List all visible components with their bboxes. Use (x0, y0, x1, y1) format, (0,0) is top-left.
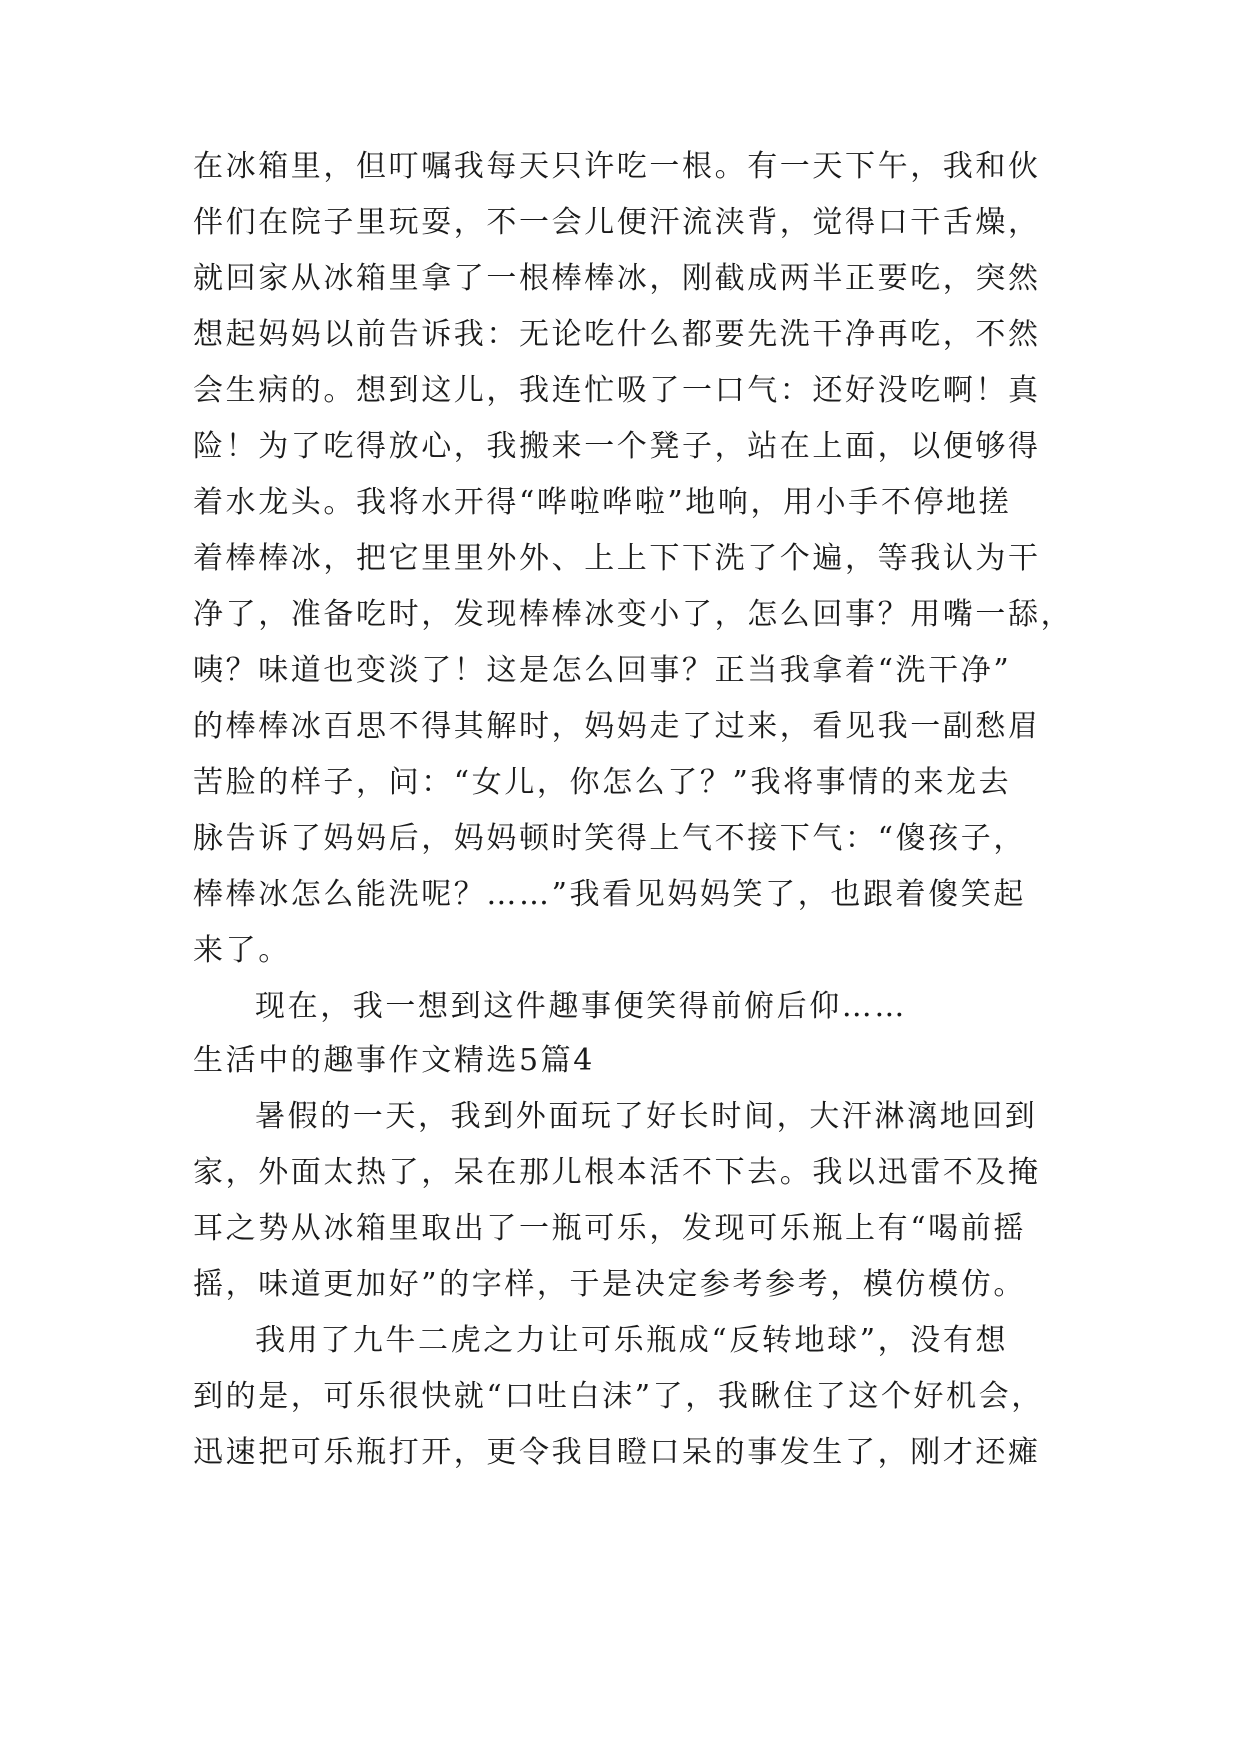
paragraph-line: 净了，准备吃时，发现棒棒冰变小了，怎么回事？用嘴一舔， (193, 597, 1074, 632)
paragraph-line: 到的是，可乐很快就“口吐白沫”了，我瞅住了这个好机会， (193, 1379, 1044, 1414)
paragraph-line: 棒棒冰怎么能洗呢？……”我看见妈妈笑了，也跟着傻笑起 (193, 877, 1026, 912)
paragraph-line: 想起妈妈以前告诉我：无论吃什么都要先洗干净再吃，不然 (193, 317, 1041, 352)
paragraph-line: 着水龙头。我将水开得“哗啦哗啦”地响，用小手不停地搓 (193, 485, 1012, 520)
paragraph-line: 伴们在院子里玩耍，不一会儿便汗流浃背，觉得口干舌燥， (193, 205, 1041, 240)
paragraph-line: 我用了九牛二虎之力让可乐瓶成“反转地球”，没有想 (255, 1323, 1009, 1358)
paragraph-line: 着棒棒冰，把它里里外外、上上下下洗了个遍，等我认为干 (193, 541, 1041, 576)
paragraph-line: 现在，我一想到这件趣事便笑得前俯后仰…… (255, 989, 907, 1024)
paragraph-line: 咦？味道也变淡了！这是怎么回事？正当我拿着“洗干净” (193, 653, 1012, 688)
paragraph-line: 脉告诉了妈妈后，妈妈顿时笑得上气不接下气：“傻孩子， (193, 821, 1026, 856)
paragraph-line: 摇，味道更加好”的字样，于是决定参考参考，模仿模仿。 (193, 1267, 1026, 1302)
paragraph-line: 迅速把可乐瓶打开，更令我目瞪口呆的事发生了，刚才还瘫 (193, 1435, 1041, 1470)
paragraph-line: 的棒棒冰百思不得其解时，妈妈走了过来，看见我一副愁眉 (193, 709, 1041, 744)
paragraph-line: 耳之势从冰箱里取出了一瓶可乐，发现可乐瓶上有“喝前摇 (193, 1211, 1026, 1246)
paragraph-line: 会生病的。想到这儿，我连忙吸了一口气：还好没吃啊！真 (193, 373, 1041, 408)
paragraph-line: 来了。 (193, 933, 291, 968)
paragraph-line: 险！为了吃得放心，我搬来一个凳子，站在上面，以便够得 (193, 429, 1041, 464)
paragraph-line: 暑假的一天，我到外面玩了好长时间，大汗淋漓地回到 (255, 1099, 1038, 1134)
paragraph-line: 在冰箱里，但叮嘱我每天只许吃一根。有一天下午，我和伙 (193, 149, 1041, 184)
paragraph-line: 苦脸的样子，问：“女儿，你怎么了？”我将事情的来龙去 (193, 765, 1012, 800)
paragraph-line: 就回家从冰箱里拿了一根棒棒冰，刚截成两半正要吃，突然 (193, 261, 1041, 296)
paragraph-line: 家，外面太热了，呆在那儿根本活不下去。我以迅雷不及掩 (193, 1155, 1041, 1190)
section-heading: 生活中的趣事作文精选5篇4 (193, 1043, 595, 1078)
